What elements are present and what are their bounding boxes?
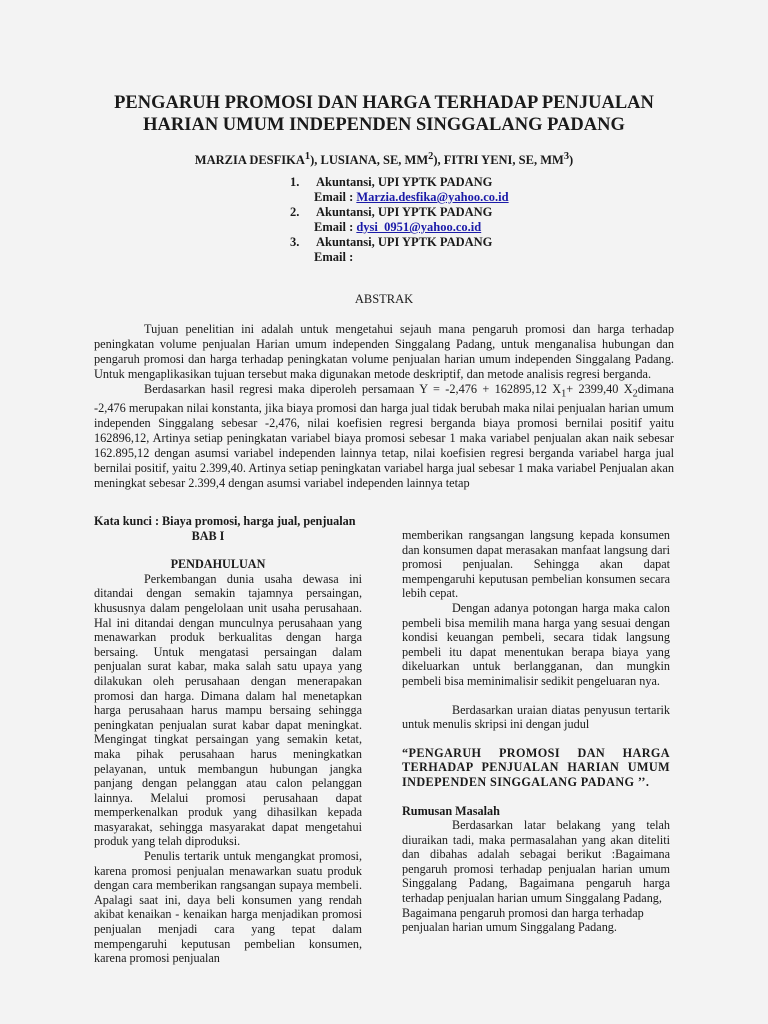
affiliations-list (290, 175, 509, 265)
right-paragraph-4: Berdasarkan latar belakang yang telah diuraikan tadi, maka permasalahan yang akan diteliti dan dibahas adalah sebagai berikut :Bagaimana pengaruh promosi terhadap penjualan harian umum Singgalang Padang, Bagaimana pengaruh harga terhadap penjualan harian umum Singgalang Padang, (402, 818, 670, 906)
abstract-equation-part-3: dimana -2,476 merupakan nilai konstanta, jika biaya promosi dan harga jual tidak berubah maka nilai penjualan harian umum independen Singgalang sebesar -2,476, nilai koefisien regresi berganda biaya promosi bernilai positif yaitu 162896,12, Artinya setiap peningkatan variabel biaya promosi sebesar 1 maka variabel penjualan akan naik sebesar 162.895,12 dengan asumsi variabel independen lainnya tetap, nilai koefisien regresi berganda variabel harga jual bernilai positif, yaitu 2.399,40. Artinya setiap peningkatan variabel harga jual sebesar 1 maka variabel Penjualan akan meningkat sebesar 2.399,4 dengan asumsi variabel independen lainnya tetap (94, 382, 674, 491)
affiliation-number: 3. (290, 235, 300, 249)
affiliation-text: Akuntansi, UPI YPTK PADANG (316, 205, 493, 219)
affiliation-3-email (290, 250, 509, 265)
author-3: ), FITRI YENI, SE, MM (433, 153, 564, 168)
email-link-2[interactable]: dysi_0951@yahoo.co.id (356, 220, 482, 234)
spacer (402, 689, 670, 703)
left-paragraph-2: Penulis tertarik untuk mengangkat promosi, karena promosi penjualan menawarkan suatu produk dengan cara memberikan rangsangan supaya membeli. Apalagi saat ini, daya beli konsumen yang rendah akibat kenaikan - kenaikan harga menjadikan promosi penjualan menjadi cara yang tepat dalam mempengaruhi keputusan pembelian konsumen, karena promosi penjualan (94, 849, 362, 966)
affiliation-1 (290, 175, 509, 190)
email-link-1[interactable]: Marzia.desfika@yahoo.co.id (356, 190, 509, 204)
affiliation-2-email (290, 220, 509, 235)
right-column (402, 528, 670, 935)
section-heading-pendahuluan: PENDAHULUAN (170, 557, 266, 572)
abstract-body (94, 322, 674, 491)
author-3-sup: 3 (563, 151, 570, 162)
right-paragraph-1: memberikan rangsangan langsung kepada konsumen dan konsumen dapat merasakan manfaat langsung dari promosi penjualan. Sehingga akan dapat mempengaruhi keputusan pembelian konsumen secara lebih cepat. (402, 528, 670, 601)
abstract-paragraph-2 (94, 382, 674, 491)
right-paragraph-2: Dengan adanya potongan harga maka calon pembeli bisa memilih mana harga yang sesuai dengan kondisi keuangan pembeli, secara tidak langsung pembeli itu dapat menentukan berapa biaya yang dikeluarkan untuk berlangganan, dan mungkin pembeli bisa meminimalisir sedikit pengeluaran nya. (402, 600, 670, 688)
author-1: MARZIA DESFIKA (194, 153, 305, 168)
affiliation-text: Akuntansi, UPI YPTK PADANG (316, 175, 493, 189)
title-line-2: HARIAN UMUM INDEPENDEN SINGGALANG PADANG (143, 115, 625, 135)
author-end: ) (569, 153, 574, 168)
section-heading-rumusan: Rumusan Masalah (402, 803, 500, 818)
abstract-paragraph-1: Tujuan penelitian ini adalah untuk mengetahui sejauh mana pengaruh promosi dan harga terhadap peningkatan volume penjualan Harian umum independen Singgalang Padang, untuk menganalisa hubungan dan pengaruh promosi dan harga terhadap peningkatan volume penjualan harian umum independen Singgalang Padang. Untuk mengaplikasikan tujuan tersebut maka digunakan metode deskriptif, dan metode analisis regresi berganda. (94, 322, 674, 381)
author-1-sup: 1 (304, 151, 311, 162)
title-line-1: PENGARUH PROMOSI DAN HARGA TERHADAP PENJUALAN (114, 93, 654, 113)
affiliation-3 (290, 235, 509, 250)
left-paragraph-1: Perkembangan dunia usaha dewasa ini ditandai dengan semakin tajamnya persaingan, khususnya dalam pengelolaan unit usaha perusahaan. Hal ini ditandai dengan munculnya perusahaan yang menawarkan produk berkualitas dengan harga bersaing. Untuk mengatasi persaingan dalam penjualan surat kabar, maka salah satu upaya yang dilakukan oleh perusahaan dengan menerapakan promosi dan harga. Dimana dalam hal menetapkan harga perusahaan harus mampu bersaing sehingga peningkatan penjualan surat kabar dapat meningkat. Mengingat tingkat persaingan yang semakin ketat, maka pihak perusahaan harus meningkatkan pelayanan, untuk membangun hubungan jangka panjang dengan pelanggan atau calon pelanggan lainnya. Melalui promosi perusahaan dapat memperkenalkan produk yang dihasilkan kepada masyarakat, sehingga masyarakat dapat mengetahui produk yang telah diproduksi. (94, 571, 362, 849)
affiliation-number: 1. (290, 175, 300, 189)
affiliation-2 (290, 205, 509, 220)
paper-title (0, 92, 768, 136)
abstract-equation-part-2: + 2399,40 X (566, 382, 633, 396)
keywords: Kata kunci : Biaya promosi, harga jual, penjualan (94, 514, 356, 528)
affiliation-1-email (290, 190, 509, 205)
email-label: Email : (314, 190, 357, 204)
right-paragraph-5: Bagaimana pengaruh promosi dan harga terhadap penjualan harian umum Singgalang Padang. (402, 905, 644, 935)
spacer (402, 732, 670, 746)
subscript-1: 1 (561, 388, 567, 400)
author-line (0, 151, 768, 168)
thesis-title-quote: “PENGARUH PROMOSI DAN HARGA TERHADAP PENJUALAN HARIAN UMUM INDEPENDEN SINGGALANG PADANG ’’. (402, 745, 670, 789)
spacer (402, 790, 670, 804)
subscript-2: 2 (632, 388, 638, 400)
left-column (94, 514, 362, 966)
author-2: ), LUSIANA, SE, MM (310, 153, 429, 168)
email-label: Email : (314, 220, 357, 234)
affiliation-text: Akuntansi, UPI YPTK PADANG (316, 235, 493, 249)
right-paragraph-3: Berdasarkan uraian diatas penyusun tertarik untuk menulis skripsi ini dengan judul (402, 702, 670, 732)
abstract-equation-part-1: Berdasarkan hasil regresi maka diperoleh persamaan Y = -2,476 + 162895,12 X (144, 382, 562, 396)
email-label: Email : (314, 250, 354, 264)
affiliation-number: 2. (290, 205, 300, 219)
abstract-heading: ABSTRAK (354, 292, 414, 306)
author-2-sup: 2 (428, 151, 434, 162)
chapter-heading: BAB I (191, 528, 225, 543)
